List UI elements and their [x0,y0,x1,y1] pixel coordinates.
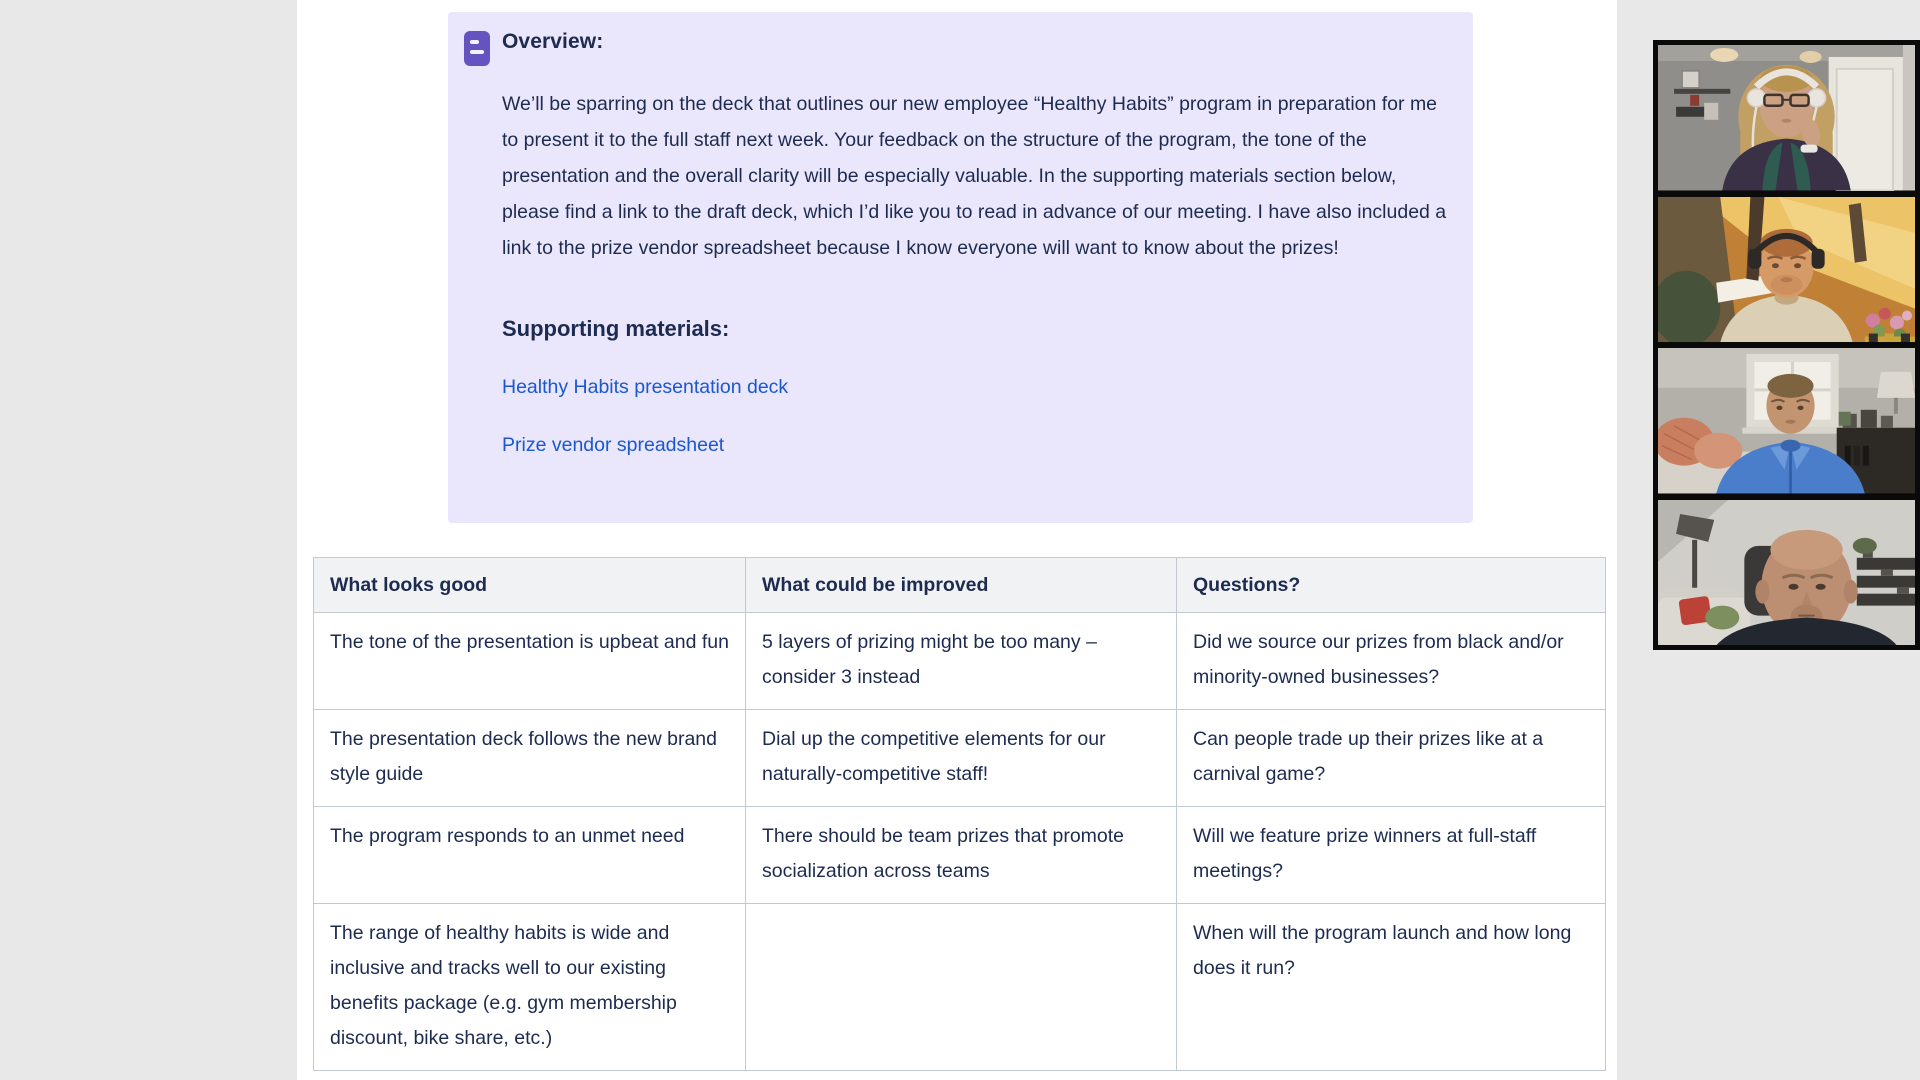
left-page-margin [0,0,297,1080]
participant-3-camera-feed [1658,348,1915,494]
table-cell: When will the program launch and how long does it run? [1177,904,1606,1071]
feedback-table [313,557,1606,1071]
video-call-strip [1653,40,1920,650]
table-cell: Will we feature prize winners at full-staff meetings? [1177,807,1606,904]
table-cell: The tone of the presentation is upbeat and fun [314,613,746,710]
table-cell: The range of healthy habits is wide and inclusive and tracks well to our existing benefits package (e.g. gym membership discount, bike share, etc.) [314,904,746,1071]
column-header-questions: Questions? [1177,558,1606,613]
column-header-what-could-be-improved: What could be improved [746,558,1177,613]
overview-body-text: We’ll be sparring on the deck that outlines our new employee “Healthy Habits” program in preparation for me to present it to the full staff next week. Your feedback on the structure of the program, the tone of the presentation and the overall clarity will be especially valuable. In the supporting materials section below, please find a link to the draft deck, which I’d like you to read in advance of our meeting. I have also included a link to the prize vendor spreadsheet because I know everyone will want to know about the prizes! [502,93,1447,259]
table-cell: Can people trade up their prizes like at a carnival game? [1177,710,1606,807]
participant-2-video[interactable] [1658,197,1915,343]
participant-1-video[interactable] [1658,45,1915,191]
participant-2-camera-feed [1658,197,1915,343]
overview-title: Overview: [502,30,604,53]
table-cell: Dial up the competitive elements for our naturally-competitive staff! [746,710,1177,807]
table-cell: The program responds to an unmet need [314,807,746,904]
table-cell: 5 layers of prizing might be too many – consider 3 instead [746,613,1177,710]
note-panel-icon [464,31,490,66]
table-row [314,807,1606,904]
overview-panel [448,12,1473,523]
table-cell: There should be team prizes that promote socialization across teams [746,807,1177,904]
table-cell: Did we source our prizes from black and/or minority-owned businesses? [1177,613,1606,710]
table-row [314,904,1606,1071]
table-cell: The presentation deck follows the new brand style guide [314,710,746,807]
participant-3-video[interactable] [1658,348,1915,494]
participant-4-camera-feed [1658,500,1915,646]
link-prize-vendor-spreadsheet[interactable]: Prize vendor spreadsheet [502,434,725,456]
participant-1-camera-feed [1658,45,1915,191]
participant-4-video[interactable] [1658,500,1915,646]
table-header-row [314,558,1606,613]
link-presentation-deck[interactable]: Healthy Habits presentation deck [502,376,789,398]
supporting-materials-heading: Supporting materials: [502,316,730,341]
table-row [314,710,1606,807]
table-cell [746,904,1177,1071]
column-header-what-looks-good: What looks good [314,558,746,613]
table-row [314,613,1606,710]
